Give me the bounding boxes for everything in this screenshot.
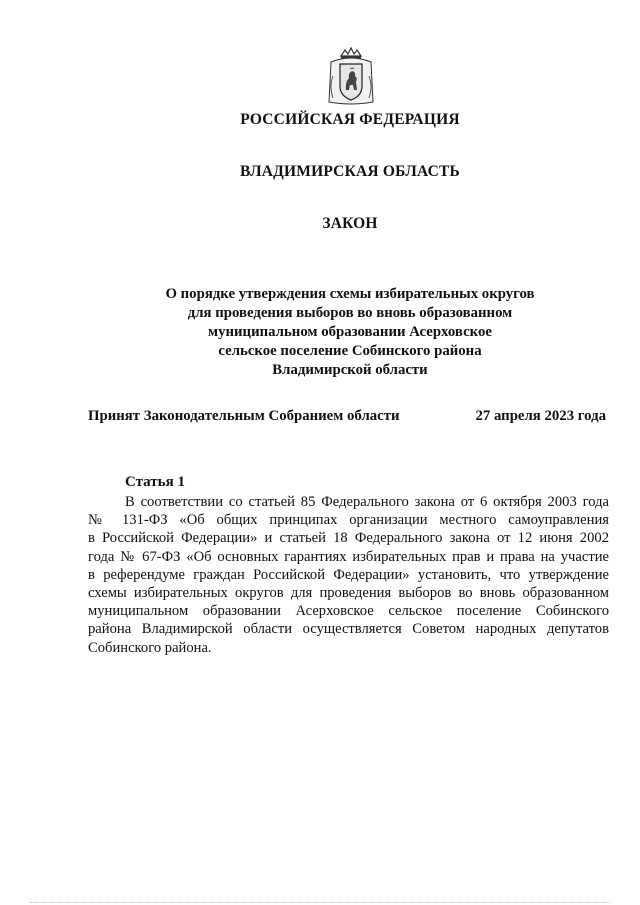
article-line: в Российской Федерации» и статьей 18 Федерального закона от 12 июня 2002 bbox=[88, 530, 609, 547]
law-title bbox=[0, 285, 640, 380]
region-heading: ВЛАДИМИРСКАЯ ОБЛАСТЬ bbox=[240, 163, 460, 180]
article-line: в референдуме граждан Российской Федерации» установить, что утверждение bbox=[88, 566, 609, 583]
article-line: Собинского района. bbox=[88, 639, 212, 656]
article-line: года № 67-ФЗ «Об основных гарантиях избирательных прав и права на участие bbox=[88, 548, 609, 565]
article-line: № 131-ФЗ «Об общих принципах организации местного самоуправления bbox=[88, 512, 609, 529]
country-heading: РОССИЙСКАЯ ФЕДЕРАЦИЯ bbox=[240, 111, 460, 128]
law-title-line: О порядке утверждения схемы избирательных округов bbox=[165, 286, 535, 302]
article-line: муниципальном образовании Асерховское сельское поселение Собинского bbox=[88, 603, 609, 620]
scan-footer-artifact bbox=[30, 899, 610, 903]
article-heading: Статья 1 bbox=[125, 474, 185, 490]
law-title-line: муниципальном образовании Асерховское bbox=[208, 324, 492, 340]
coat-of-arms-icon bbox=[325, 46, 377, 106]
adopted-by: Принят Законодательным Собранием области bbox=[88, 408, 400, 424]
law-title-line: сельское поселение Собинского района bbox=[218, 343, 482, 359]
document-type-heading: ЗАКОН bbox=[322, 215, 378, 232]
article-line: схемы избирательных округов для проведения выборов во вновь образованном bbox=[88, 584, 609, 601]
article-line: В соответствии со статьей 85 Федерального закона от 6 октября 2003 года bbox=[125, 494, 609, 510]
article-body bbox=[88, 493, 609, 657]
law-title-line: Владимирской области bbox=[272, 362, 428, 378]
article-line: района Владимирской области осуществляется Советом народных депутатов bbox=[88, 621, 609, 638]
adoption-date: 27 апреля 2023 года bbox=[475, 408, 606, 424]
law-title-line: для проведения выборов во вновь образованном bbox=[187, 305, 513, 321]
